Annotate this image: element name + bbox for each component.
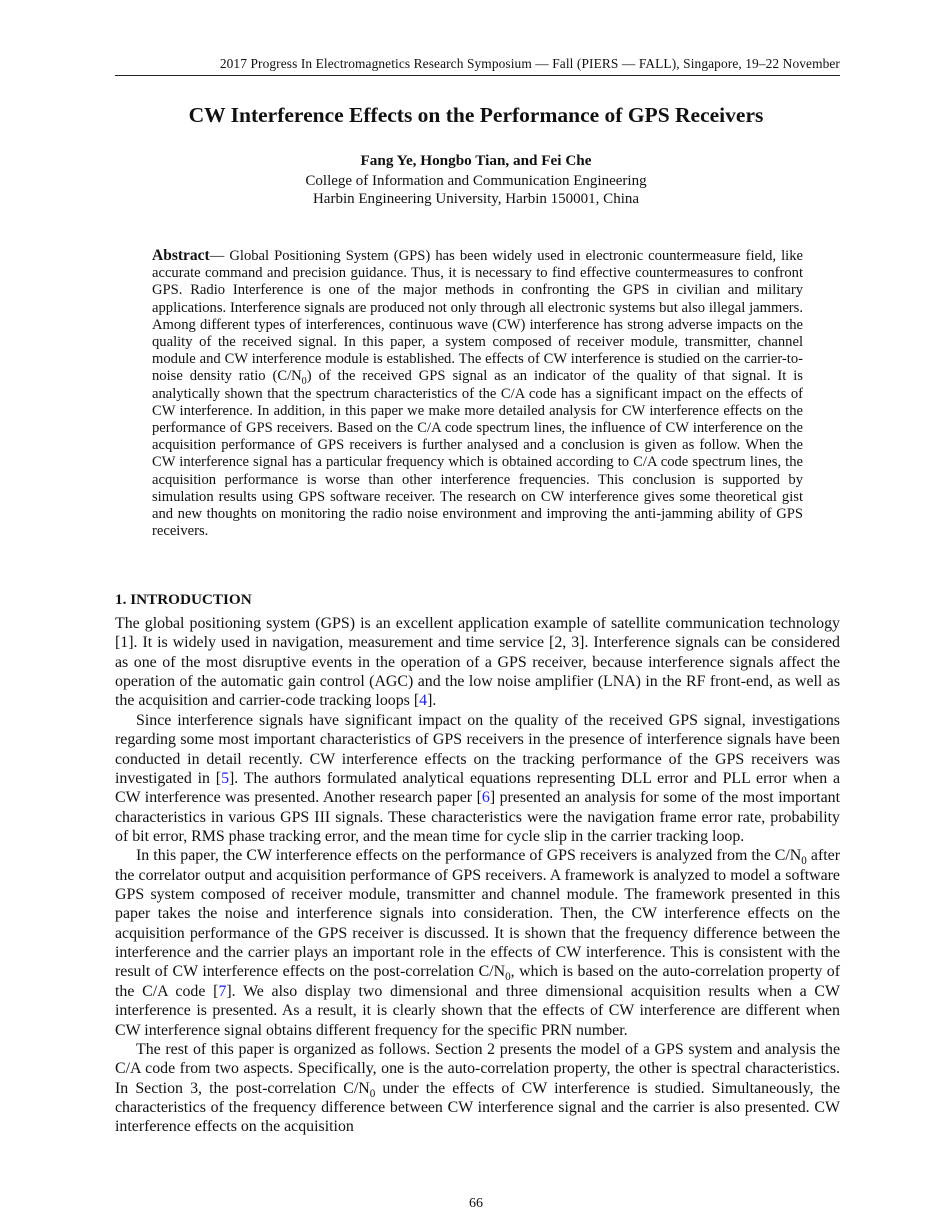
abstract-text bbox=[152, 248, 803, 539]
text-run: Global Positioning System (GPS) has been widely used in electronic countermeasure field, like accurate command and precision guidance. Thus, it is necessary to find effective countermeasures to confront GPS. Radio Interference is one of the major methods in confronting the GPS in civilian and military applications. Interference signals are produced not only through all electronic systems but also illegal jammers. Among different types of interferences, continuous wave (CW) interference has strong adverse impacts on the quality of the received signal. In this paper, a system composed of receiver module, transmitter, channel module and CW interference module is established. The effects of CW interference is studied on the carrier-to-noise density ratio (C/N bbox=[152, 248, 803, 385]
authors: Fang Ye, Hongbo Tian, and Fei Che bbox=[360, 152, 592, 169]
section-heading: 1. INTRODUCTION bbox=[115, 591, 252, 608]
text-run: ] presented an analysis for some of the most important characteristics in various GPS III signals. These characteristics were the navigation frame error rate, probability of bit error, RMS phase tracking error, and the mean time for cycle slip in the carrier tracking loop. bbox=[115, 789, 840, 845]
abstract-dash: — bbox=[209, 248, 230, 264]
running-head: 2017 Progress In Electromagnetics Research Symposium — Fall (PIERS — FALL), Singapore, 19–22 November bbox=[219, 56, 840, 71]
citation-link[interactable]: 7 bbox=[218, 982, 227, 1000]
paper-title: CW Interference Effects on the Performance of GPS Receivers bbox=[188, 103, 764, 127]
text-run: ]. We also display two dimensional and three dimensional acquisition results when a CW interference is presented. As a result, it is clearly shown that the effects of CW interference are different when CW interference signal obtains different frequency for the specific PRN number. bbox=[115, 982, 840, 1039]
text-run: ]. The authors formulated analytical equations representing DLL error and PLL error when a CW interference was presented. Another research paper [ bbox=[115, 769, 840, 807]
abstract bbox=[152, 247, 803, 540]
page-number: 66 bbox=[469, 1196, 483, 1211]
subscript: 0 bbox=[801, 855, 807, 868]
text-run: Since interference signals have significant impact on the quality of the received GPS signal, investigations regarding some most important characteristics of GPS receivers in the presence of interference signals have been conducted in detail recently. CW interference effects on the tracking performance of the GPS receivers was investigated in [ bbox=[115, 711, 840, 787]
subscript: 0 bbox=[505, 971, 511, 984]
text-run: ]. bbox=[427, 692, 437, 710]
text-run: In this paper, the CW interference effects on the performance of GPS receivers is analyzed from the C/N bbox=[136, 847, 802, 865]
text-run: after the correlator output and acquisition performance of GPS receivers. A framework is analyzed to model a software GPS system composed of receiver module, transmitter and channel module. The framework presented in this paper takes the noise and interference signals into consideration. Then, the CW interference effects on the acquisition performance of the GPS receiver is discussed. It is shown that the frequency difference between the interference and the carrier plays an important role in the effects of CW interference. This is consistent with the result of CW interference effects on the post-correlation C/N bbox=[115, 847, 841, 981]
text-run: under the effects of CW interference is studied. Simultaneously, the characteristics of the frequency difference between CW interference signal and the carrier is also presented. CW interference effects on the acquisition bbox=[115, 1079, 840, 1136]
citation-link[interactable]: 4 bbox=[419, 692, 428, 710]
header-rule bbox=[115, 75, 840, 76]
abstract-label: Abstract bbox=[152, 247, 210, 264]
paragraph bbox=[115, 614, 840, 711]
text-run: The global positioning system (GPS) is an excellent application example of satellite communication technology [1]. It is widely used in navigation, measurement and time service [2, 3]. Interference signals can be considered as one of the most disruptive events in the operation of a GPS receiver, because interference signals affect the operation of the automatic gain control (AGC) and the low noise amplifier (LNA) in the RF front-end, as well as the acquisition and carrier-code tracking loops [ bbox=[115, 615, 840, 710]
affiliation-line-2: Harbin Engineering University, Harbin 150001, China bbox=[312, 191, 640, 207]
paragraph bbox=[115, 1040, 840, 1137]
subscript: 0 bbox=[369, 1087, 376, 1100]
text-run: The rest of this paper is organized as follows. Section 2 presents the model of a GPS system and analysis the C/A code from two aspects. Specifically, one is the auto-correlation property, the other is spectral characteristics. In Section 3, the post-correlation C/N bbox=[115, 1040, 840, 1097]
text-run: , which is based on the auto-correlation property of the C/A code [ bbox=[115, 963, 840, 1000]
paragraph bbox=[115, 846, 840, 1040]
affiliation-line-1: College of Information and Communication Engineering bbox=[305, 173, 647, 189]
body-text bbox=[115, 614, 840, 1137]
citation-link[interactable]: 5 bbox=[221, 769, 230, 787]
paragraph bbox=[115, 711, 840, 847]
subscript: 0 bbox=[301, 376, 307, 388]
citation-link[interactable]: 6 bbox=[481, 789, 490, 807]
text-run: ) of the received GPS signal as an indicator of the quality of that signal. It is analytically shown that the spectrum characteristics of the C/A code has a significant impact on the effects of CW interference. In addition, in this paper we make more detailed analysis for CW interference effects on the performance of GPS receivers. Based on the C/A code spectrum lines, the influence of CW interference on the acquisition performance of GPS receivers is further analysed and a conclusion is given as follow. When the CW interference signal has a particular frequency which is obtained according to C/A code spectrum lines, the acquisition performance is worse than other interference frequencies. This conclusion is supported by simulation results using GPS software receiver. The research on CW interference gives some theoretical gist and new thoughts on monitoring the radio noise environment and improving the anti-jamming ability of GPS receivers. bbox=[152, 368, 803, 540]
